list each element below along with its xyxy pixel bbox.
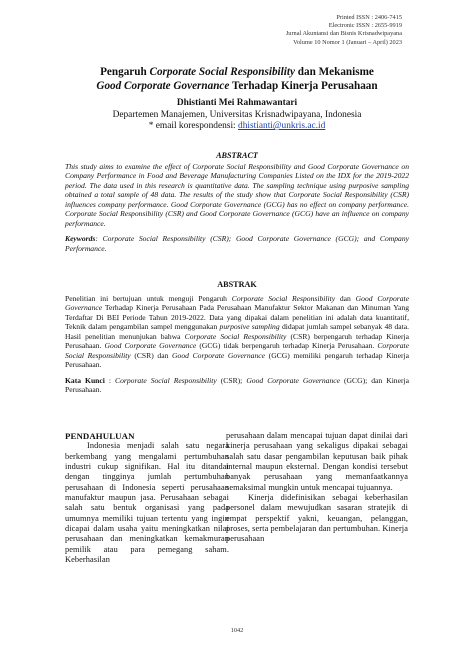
kata-kunci-fragment: (CSR); <box>216 375 247 385</box>
abstrak-fragment: (CSR) dan <box>130 350 173 360</box>
abstract-section <box>65 151 409 253</box>
abstrak-fragment: Good Corporate Governance <box>172 350 265 360</box>
title-part: dan Mekanisme <box>294 66 374 78</box>
abstrak-fragment: (GCG) tidak berpengaruh terhadap Kinerja Perusahaan. <box>196 341 378 351</box>
abstrak-fragment: Corporate Social Responsibility <box>184 331 287 341</box>
journal-volume: Volume 10 Nomor 1 (Januari – April) 2023 <box>293 38 402 46</box>
electronic-issn: Electronic ISSN : 2655-9919 <box>328 22 402 30</box>
title-part: Good Corporate Governance <box>96 79 230 92</box>
abstrak-fragment: Corporate Social Responsibility <box>231 293 336 303</box>
paper-title <box>60 66 414 93</box>
abstrak-heading: ABSTRAK <box>217 280 257 289</box>
abstract-heading: ABSTRACT <box>216 151 258 160</box>
kata-kunci-fragment: : <box>104 375 116 385</box>
author-email-line <box>60 121 414 133</box>
abstrak-fragment: dan <box>335 293 356 303</box>
keywords <box>65 234 409 253</box>
email-link[interactable]: dhistianti@unkris.ac.id <box>238 121 326 132</box>
section-heading-pendahuluan: PENDAHULUAN <box>65 431 135 441</box>
abstrak-text <box>65 294 409 370</box>
author-block <box>60 98 414 133</box>
abstrak-fragment: Good Corporate Governance <box>104 341 197 351</box>
journal-info <box>202 14 402 47</box>
page-number: 1042 <box>230 627 244 634</box>
abstrak-fragment: didapat jumlah sampel sebanyak 48 data. Hasil penelitian menunjukan bahwa <box>65 322 409 341</box>
abstrak-fragment: purposive sampling <box>219 322 280 332</box>
abstrak-fragment: Terhadap Kinerja Perusahaan Pada Perusahaan Manufaktur Sektor Makanan dan Minuman Yang Terdaftar Di BEI Periode Tahun 2019-2022. Data yang dipakai dalam penelitian ini adalah data kuantitatif, Teknik dalam pengambilan sampel menggunakan <box>65 303 409 332</box>
left-column <box>65 431 229 565</box>
author-affiliation: Departemen Manajemen, Universitas Krisnadwipayana, Indonesia <box>112 109 362 120</box>
kata-kunci-fragment: Good Corporate Governance <box>246 375 340 385</box>
title-part: Terhadap Kinerja Perusahaan <box>229 79 378 92</box>
abstrak-fragment: Penelitian ini bertujuan untuk menguji Pengaruh <box>65 293 232 303</box>
printed-issn: Printed ISSN : 2406-7415 <box>336 14 402 21</box>
journal-name: Jurnal Akuntansi dan Bisnis Krisnadwipayana <box>285 30 402 38</box>
kata-kunci-label: Kata Kunci <box>65 375 105 385</box>
right-column <box>226 431 408 545</box>
kata-kunci <box>65 376 409 395</box>
abstrak-fragment: Corporate Social Responsibility <box>65 341 409 360</box>
kata-kunci-fragment: (GCG); dan Kinerja Perusahaan. <box>65 375 409 395</box>
abstrak-fragment: Good Corporate Governance <box>65 293 409 313</box>
paragraph: perusahaan dalam mencapai tujuan dapat dinilai dari kinerja perusahaan yang sekaligus dipakai sebagai salah satu dasar pengambilan keputusan baik pihak internal maupun eksternal. Dengan kondisi tersebut banyak perusahaan yang memanfaatkannya semaksimal mungkin untuk mencapai tujuannya. <box>226 431 408 492</box>
abstract-text: This study aims to examine the effect of Corporate Social Responsibility and Good Corporate Governance on Company Performance in Food and Beverage Manufacturing Companies Listed on the IDX for the 2019-2022 period. The data used in this research is quantitative data. The sampling technique using purposive sampling obtained a total sample of 48 data. The results of the study show that Corporate Social Responsibility (CSR) influences company performance. Good Corporate Governance (GCG) has no effect on company performance. Corporate Social Responsibility (CSR) and Good Corporate Governance (GCG) have an influence on company performance. <box>65 161 409 228</box>
keywords-label: Keywords <box>65 234 96 244</box>
paragraph: Indonesia menjadi salah satu negara berkembang yang mengalami pertumbuhan industri cukup signifikan. Hal itu ditandai dengan tingginya jumlah pertumbuhan perusahaan di Indonesia seperti perusahaan manufaktur maupun jasa. Perusahaan sebagai salah satu bentuk organisasi yang pada umumnya memiliki tujuan tertentu yang ingin dicapai dalam usaha yaitu meningkatkan nilai perusahaan dan meningkatkan kemakmuran pemilik atau para pemegang saham. Keberhasilan <box>65 441 229 565</box>
paragraph: Kinerja didefinisikan sebagai keberhasilan personel dalam mewujudkan sasaran stratejik di empat perspektif yakni, keuangan, pelanggan, proses, serta pembelajaran dan pertumbuhan. Kinerja perusahaan <box>226 493 408 544</box>
author-name: Dhistianti Mei Rahmawantari <box>176 98 298 108</box>
keywords-text: : Corporate Social Responsibility (CSR); Good Corporate Governance (GCG); and Company Performance. <box>65 234 409 253</box>
title-part: Corporate Social Responsibility <box>149 66 295 78</box>
title-part: Pengaruh <box>100 66 150 78</box>
email-label: * email korespondensi: <box>148 121 239 132</box>
abstrak-section <box>65 280 409 395</box>
abstrak-fragment: (GCG) memiliki pengaruh terhadap Kinerja Perusahaan. <box>65 350 409 370</box>
kata-kunci-fragment: Corporate Social Responsibility <box>115 375 217 385</box>
abstrak-fragment: (CSR) berpengaruh terhadap Kinerja Perusahaan. <box>65 331 410 351</box>
